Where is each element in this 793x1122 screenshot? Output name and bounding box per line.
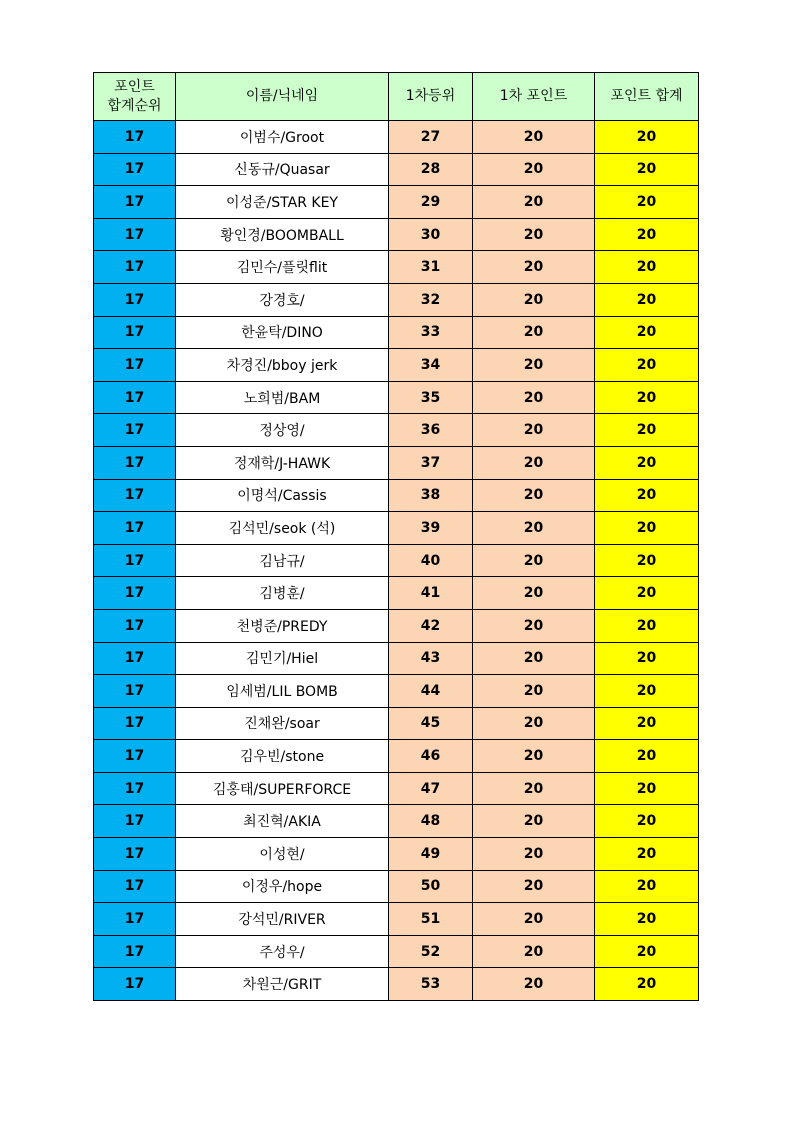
cell-points-total: 20: [595, 446, 699, 479]
cell-name: 이성현/: [176, 838, 389, 871]
cell-name: 한윤탁/DINO: [176, 316, 389, 349]
cell-points-total: 20: [595, 609, 699, 642]
table-row: [94, 251, 699, 284]
cell-first-points: 20: [473, 446, 595, 479]
cell-first-points: 20: [473, 609, 595, 642]
cell-points-total: 20: [595, 251, 699, 284]
table-row: [94, 935, 699, 968]
cell-first-points: 20: [473, 251, 595, 284]
cell-first-rank: 35: [389, 381, 473, 414]
cell-points-total: 20: [595, 870, 699, 903]
cell-points-total: 20: [595, 968, 699, 1001]
cell-first-rank: 44: [389, 675, 473, 708]
cell-total-rank: 17: [94, 186, 176, 219]
cell-first-rank: 51: [389, 903, 473, 936]
cell-first-points: 20: [473, 283, 595, 316]
cell-first-rank: 37: [389, 446, 473, 479]
cell-name: 신동규/Quasar: [176, 153, 389, 186]
cell-name: 차원근/GRIT: [176, 968, 389, 1001]
table-row: [94, 870, 699, 903]
cell-name: 김홍태/SUPERFORCE: [176, 772, 389, 805]
cell-total-rank: 17: [94, 935, 176, 968]
cell-name: 이정우/hope: [176, 870, 389, 903]
cell-points-total: 20: [595, 935, 699, 968]
cell-name: 황인경/BOOMBALL: [176, 218, 389, 251]
cell-name: 노희범/BAM: [176, 381, 389, 414]
cell-name: 이명석/Cassis: [176, 479, 389, 512]
cell-name: 정상영/: [176, 414, 389, 447]
cell-first-rank: 48: [389, 805, 473, 838]
table-row: [94, 121, 699, 154]
table-row: [94, 153, 699, 186]
table-row: [94, 968, 699, 1001]
cell-first-points: 20: [473, 121, 595, 154]
cell-name: 정재학/J-HAWK: [176, 446, 389, 479]
table-row: [94, 577, 699, 610]
cell-points-total: 20: [595, 479, 699, 512]
cell-name: 강석민/RIVER: [176, 903, 389, 936]
cell-points-total: 20: [595, 316, 699, 349]
cell-points-total: 20: [595, 186, 699, 219]
cell-first-points: 20: [473, 186, 595, 219]
cell-points-total: 20: [595, 414, 699, 447]
table-row: [94, 479, 699, 512]
cell-points-total: 20: [595, 381, 699, 414]
cell-first-points: 20: [473, 512, 595, 545]
table-row: [94, 707, 699, 740]
cell-first-rank: 40: [389, 544, 473, 577]
cell-first-points: 20: [473, 218, 595, 251]
table-row: [94, 838, 699, 871]
cell-points-total: 20: [595, 218, 699, 251]
cell-first-points: 20: [473, 349, 595, 382]
cell-total-rank: 17: [94, 121, 176, 154]
cell-first-points: 20: [473, 479, 595, 512]
table-row: [94, 349, 699, 382]
table-row: [94, 381, 699, 414]
header-total-rank-line1: 포인트: [114, 78, 155, 95]
cell-total-rank: 17: [94, 414, 176, 447]
cell-points-total: 20: [595, 707, 699, 740]
cell-name: 천병준/PREDY: [176, 609, 389, 642]
cell-name: 진채완/soar: [176, 707, 389, 740]
cell-first-rank: 31: [389, 251, 473, 284]
table-row: [94, 675, 699, 708]
cell-points-total: 20: [595, 838, 699, 871]
cell-name: 김남규/: [176, 544, 389, 577]
cell-total-rank: 17: [94, 838, 176, 871]
cell-points-total: 20: [595, 903, 699, 936]
cell-total-rank: 17: [94, 740, 176, 773]
cell-points-total: 20: [595, 772, 699, 805]
cell-first-points: 20: [473, 414, 595, 447]
cell-points-total: 20: [595, 512, 699, 545]
cell-total-rank: 17: [94, 544, 176, 577]
cell-points-total: 20: [595, 642, 699, 675]
table-row: [94, 414, 699, 447]
header-name: 이름/닉네임: [176, 73, 389, 121]
table-row: [94, 642, 699, 675]
cell-first-points: 20: [473, 544, 595, 577]
cell-points-total: 20: [595, 349, 699, 382]
cell-total-rank: 17: [94, 968, 176, 1001]
cell-points-total: 20: [595, 675, 699, 708]
cell-name: 김병훈/: [176, 577, 389, 610]
cell-name: 강경호/: [176, 283, 389, 316]
cell-first-points: 20: [473, 968, 595, 1001]
cell-first-points: 20: [473, 838, 595, 871]
cell-name: 김석민/seok (석): [176, 512, 389, 545]
cell-first-rank: 45: [389, 707, 473, 740]
cell-first-rank: 33: [389, 316, 473, 349]
cell-points-total: 20: [595, 544, 699, 577]
cell-total-rank: 17: [94, 577, 176, 610]
cell-first-rank: 43: [389, 642, 473, 675]
cell-name: 최진혁/AKIA: [176, 805, 389, 838]
cell-first-rank: 41: [389, 577, 473, 610]
cell-first-points: 20: [473, 870, 595, 903]
header-row: [94, 73, 699, 121]
table-row: [94, 609, 699, 642]
cell-total-rank: 17: [94, 218, 176, 251]
cell-total-rank: 17: [94, 675, 176, 708]
cell-first-rank: 42: [389, 609, 473, 642]
cell-first-rank: 28: [389, 153, 473, 186]
table-row: [94, 903, 699, 936]
cell-first-points: 20: [473, 316, 595, 349]
cell-total-rank: 17: [94, 512, 176, 545]
cell-first-points: 20: [473, 153, 595, 186]
table-row: [94, 186, 699, 219]
table-row: [94, 772, 699, 805]
cell-total-rank: 17: [94, 903, 176, 936]
cell-points-total: 20: [595, 577, 699, 610]
table-row: [94, 218, 699, 251]
cell-total-rank: 17: [94, 772, 176, 805]
cell-first-rank: 47: [389, 772, 473, 805]
table-row: [94, 283, 699, 316]
table-row: [94, 740, 699, 773]
cell-total-rank: 17: [94, 446, 176, 479]
table-body: [94, 121, 699, 1001]
cell-total-rank: 17: [94, 381, 176, 414]
cell-first-points: 20: [473, 577, 595, 610]
table-row: [94, 446, 699, 479]
header-points-total: 포인트 합계: [595, 73, 699, 121]
cell-first-rank: 39: [389, 512, 473, 545]
header-total-rank-line2: 합계순위: [107, 97, 162, 114]
cell-first-points: 20: [473, 381, 595, 414]
cell-total-rank: 17: [94, 316, 176, 349]
cell-first-points: 20: [473, 805, 595, 838]
cell-name: 이범수/Groot: [176, 121, 389, 154]
table-row: [94, 805, 699, 838]
cell-first-points: 20: [473, 642, 595, 675]
cell-points-total: 20: [595, 740, 699, 773]
cell-first-points: 20: [473, 772, 595, 805]
cell-first-rank: 27: [389, 121, 473, 154]
table-row: [94, 544, 699, 577]
cell-first-rank: 53: [389, 968, 473, 1001]
cell-points-total: 20: [595, 121, 699, 154]
cell-total-rank: 17: [94, 479, 176, 512]
cell-first-rank: 49: [389, 838, 473, 871]
cell-total-rank: 17: [94, 642, 176, 675]
cell-total-rank: 17: [94, 805, 176, 838]
header-total-rank: [94, 73, 176, 121]
cell-total-rank: 17: [94, 707, 176, 740]
cell-first-rank: 34: [389, 349, 473, 382]
cell-first-rank: 29: [389, 186, 473, 219]
cell-total-rank: 17: [94, 251, 176, 284]
cell-name: 주성우/: [176, 935, 389, 968]
cell-first-points: 20: [473, 707, 595, 740]
cell-first-points: 20: [473, 903, 595, 936]
cell-first-rank: 50: [389, 870, 473, 903]
cell-first-rank: 30: [389, 218, 473, 251]
cell-first-rank: 38: [389, 479, 473, 512]
header-first-points: 1차 포인트: [473, 73, 595, 121]
cell-first-points: 20: [473, 740, 595, 773]
cell-first-rank: 36: [389, 414, 473, 447]
cell-total-rank: 17: [94, 153, 176, 186]
table-row: [94, 316, 699, 349]
header-first-rank: 1차등위: [389, 73, 473, 121]
cell-total-rank: 17: [94, 870, 176, 903]
cell-total-rank: 17: [94, 349, 176, 382]
cell-first-rank: 52: [389, 935, 473, 968]
cell-name: 차경진/bboy jerk: [176, 349, 389, 382]
table-row: [94, 512, 699, 545]
cell-first-points: 20: [473, 935, 595, 968]
cell-points-total: 20: [595, 805, 699, 838]
cell-first-rank: 32: [389, 283, 473, 316]
cell-name: 김우빈/stone: [176, 740, 389, 773]
cell-first-points: 20: [473, 675, 595, 708]
cell-name: 김민수/플릿flit: [176, 251, 389, 284]
cell-total-rank: 17: [94, 609, 176, 642]
cell-name: 김민기/Hiel: [176, 642, 389, 675]
ranking-table: [93, 72, 699, 1001]
cell-name: 임세범/LIL BOMB: [176, 675, 389, 708]
cell-first-rank: 46: [389, 740, 473, 773]
cell-points-total: 20: [595, 283, 699, 316]
cell-points-total: 20: [595, 153, 699, 186]
cell-name: 이성준/STAR KEY: [176, 186, 389, 219]
cell-total-rank: 17: [94, 283, 176, 316]
